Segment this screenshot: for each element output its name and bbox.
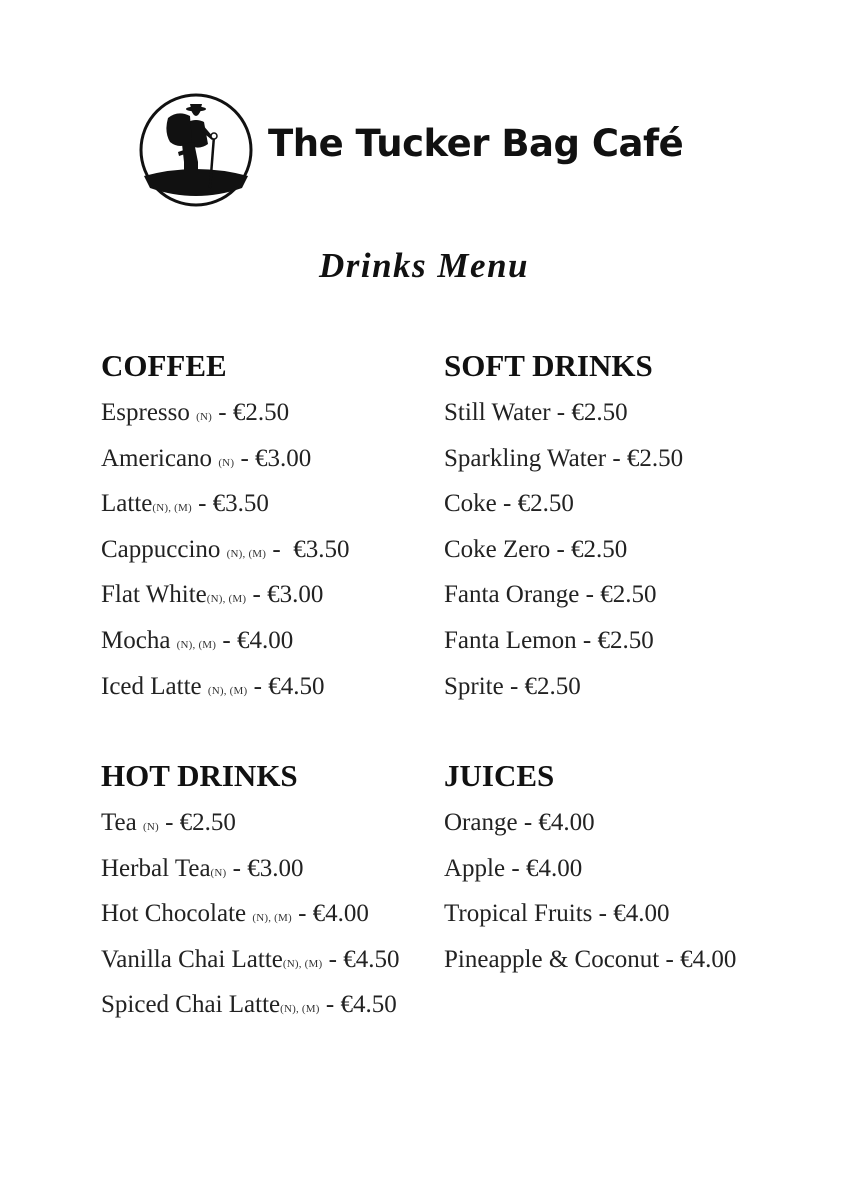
cafe-name: The Tucker Bag Café (268, 122, 684, 165)
item-price: €2.50 (517, 490, 574, 518)
item-price: €3.00 (255, 444, 312, 472)
menu-item (444, 489, 683, 535)
item-price: €3.50 (293, 535, 350, 563)
menu-item (101, 398, 349, 444)
item-name: Latte (101, 490, 153, 518)
allergen-note: (N), (M) (176, 638, 217, 651)
price-separator: - (576, 626, 598, 654)
price-separator: - (234, 444, 256, 472)
allergen-note: (N) (210, 866, 227, 879)
price-separator: - (659, 945, 681, 973)
menu-item (101, 990, 399, 1036)
soft-drinks-section (444, 350, 683, 717)
item-price: €4.50 (343, 945, 400, 973)
item-name: Americano (101, 444, 219, 472)
price-separator: - (226, 854, 248, 882)
item-name: Tropical Fruits (444, 900, 593, 928)
item-price: €4.00 (538, 809, 595, 836)
section-title: HOT DRINKS (101, 758, 298, 793)
menu-item (444, 580, 683, 626)
allergen-note: (N), (M) (280, 1003, 320, 1016)
price-separator: - (158, 809, 180, 836)
item-name: Still Water (444, 399, 551, 426)
price-separator: - (212, 399, 233, 426)
menu-item (101, 535, 349, 581)
price-separator: - (247, 672, 269, 700)
menu-item (444, 444, 683, 490)
item-name: Hot Chocolate (101, 900, 253, 928)
price-separator: - (606, 444, 627, 472)
item-price: €2.50 (597, 626, 654, 654)
menu-item (444, 945, 736, 991)
menu-item (101, 444, 349, 490)
menu-item (101, 580, 349, 626)
menu-item (101, 626, 349, 672)
item-name: Pineapple & Coconut (444, 945, 660, 973)
coffee-section (101, 350, 349, 717)
menu-item (444, 672, 683, 718)
allergen-note: (N) (142, 821, 159, 833)
menu-item (444, 398, 683, 444)
allergen-note: (N), (M) (152, 502, 192, 515)
menu-item (101, 808, 399, 854)
price-separator: - (319, 991, 341, 1019)
section-title: SOFT DRINKS (444, 348, 653, 383)
price-separator: - (266, 535, 294, 563)
item-price: €4.00 (680, 945, 737, 973)
hiker-logo-icon (138, 92, 254, 208)
item-name: Cappuccino (101, 535, 227, 563)
menu-item (101, 945, 399, 991)
item-price: €4.00 (236, 626, 294, 654)
menu-title: Drinks Menu (318, 246, 530, 285)
juices-section (444, 760, 736, 990)
item-price: €4.00 (613, 900, 670, 928)
item-price: €3.00 (267, 581, 324, 609)
section-title: COFFEE (101, 348, 227, 383)
allergen-note: (N), (M) (207, 684, 248, 697)
allergen-note: (N) (218, 456, 235, 469)
item-name: Spiced Chai Latte (101, 991, 281, 1019)
allergen-note: (N), (M) (206, 593, 247, 606)
item-name: Sparkling Water (444, 444, 607, 472)
item-price: €2.50 (232, 399, 290, 426)
section-title: JUICES (444, 758, 555, 793)
item-price: €4.00 (312, 900, 369, 928)
price-separator: - (496, 490, 518, 518)
item-name: Vanilla Chai Latte (101, 945, 283, 973)
item-name: Espresso (101, 399, 197, 426)
allergen-note: (N), (M) (282, 957, 323, 970)
allergen-note: (N) (196, 411, 213, 423)
price-separator: - (550, 399, 572, 426)
item-price: €2.50 (524, 672, 581, 700)
item-name: Herbal Tea (101, 854, 211, 882)
item-price: €4.50 (268, 672, 325, 700)
price-separator: - (579, 581, 601, 609)
item-price: €3.50 (212, 490, 269, 518)
price-separator: - (191, 490, 213, 518)
price-separator: - (517, 809, 539, 836)
item-price: €4.50 (340, 991, 397, 1019)
menu-item (444, 899, 736, 945)
price-separator: - (322, 945, 344, 973)
item-name: Sprite (444, 672, 504, 700)
item-name: Iced Latte (101, 672, 208, 700)
item-price: €4.00 (525, 854, 583, 882)
item-name: Flat White (101, 581, 207, 609)
item-name: Fanta Lemon (444, 626, 577, 654)
menu-item (101, 489, 349, 535)
menu-item (444, 535, 683, 581)
price-separator: - (503, 672, 525, 700)
menu-item (444, 808, 736, 854)
item-name: Mocha (101, 626, 177, 654)
menu-item (101, 899, 399, 945)
menu-item (444, 626, 683, 672)
price-separator: - (505, 854, 526, 882)
price-separator: - (592, 900, 614, 928)
item-name: Tea (101, 809, 143, 836)
price-separator: - (246, 581, 268, 609)
price-separator: - (550, 535, 572, 563)
item-name: Coke Zero (444, 535, 551, 563)
menu-item (101, 672, 349, 718)
item-name: Apple (444, 854, 506, 882)
price-separator: - (291, 900, 313, 928)
price-separator: - (216, 626, 237, 654)
item-price: €2.50 (626, 444, 684, 472)
item-name: Fanta Orange (444, 581, 580, 609)
menu-item (101, 854, 399, 900)
item-name: Orange (444, 809, 518, 836)
hot-drinks-section (101, 760, 399, 1036)
item-price: €3.00 (247, 854, 304, 882)
allergen-note: (N), (M) (226, 547, 267, 560)
allergen-note: (N), (M) (252, 912, 292, 925)
item-price: €2.50 (600, 581, 657, 609)
item-price: €2.50 (179, 809, 236, 836)
menu-item (444, 854, 736, 900)
item-price: €2.50 (571, 535, 628, 563)
item-price: €2.50 (571, 399, 628, 426)
item-name: Coke (444, 490, 497, 518)
header (138, 92, 738, 210)
